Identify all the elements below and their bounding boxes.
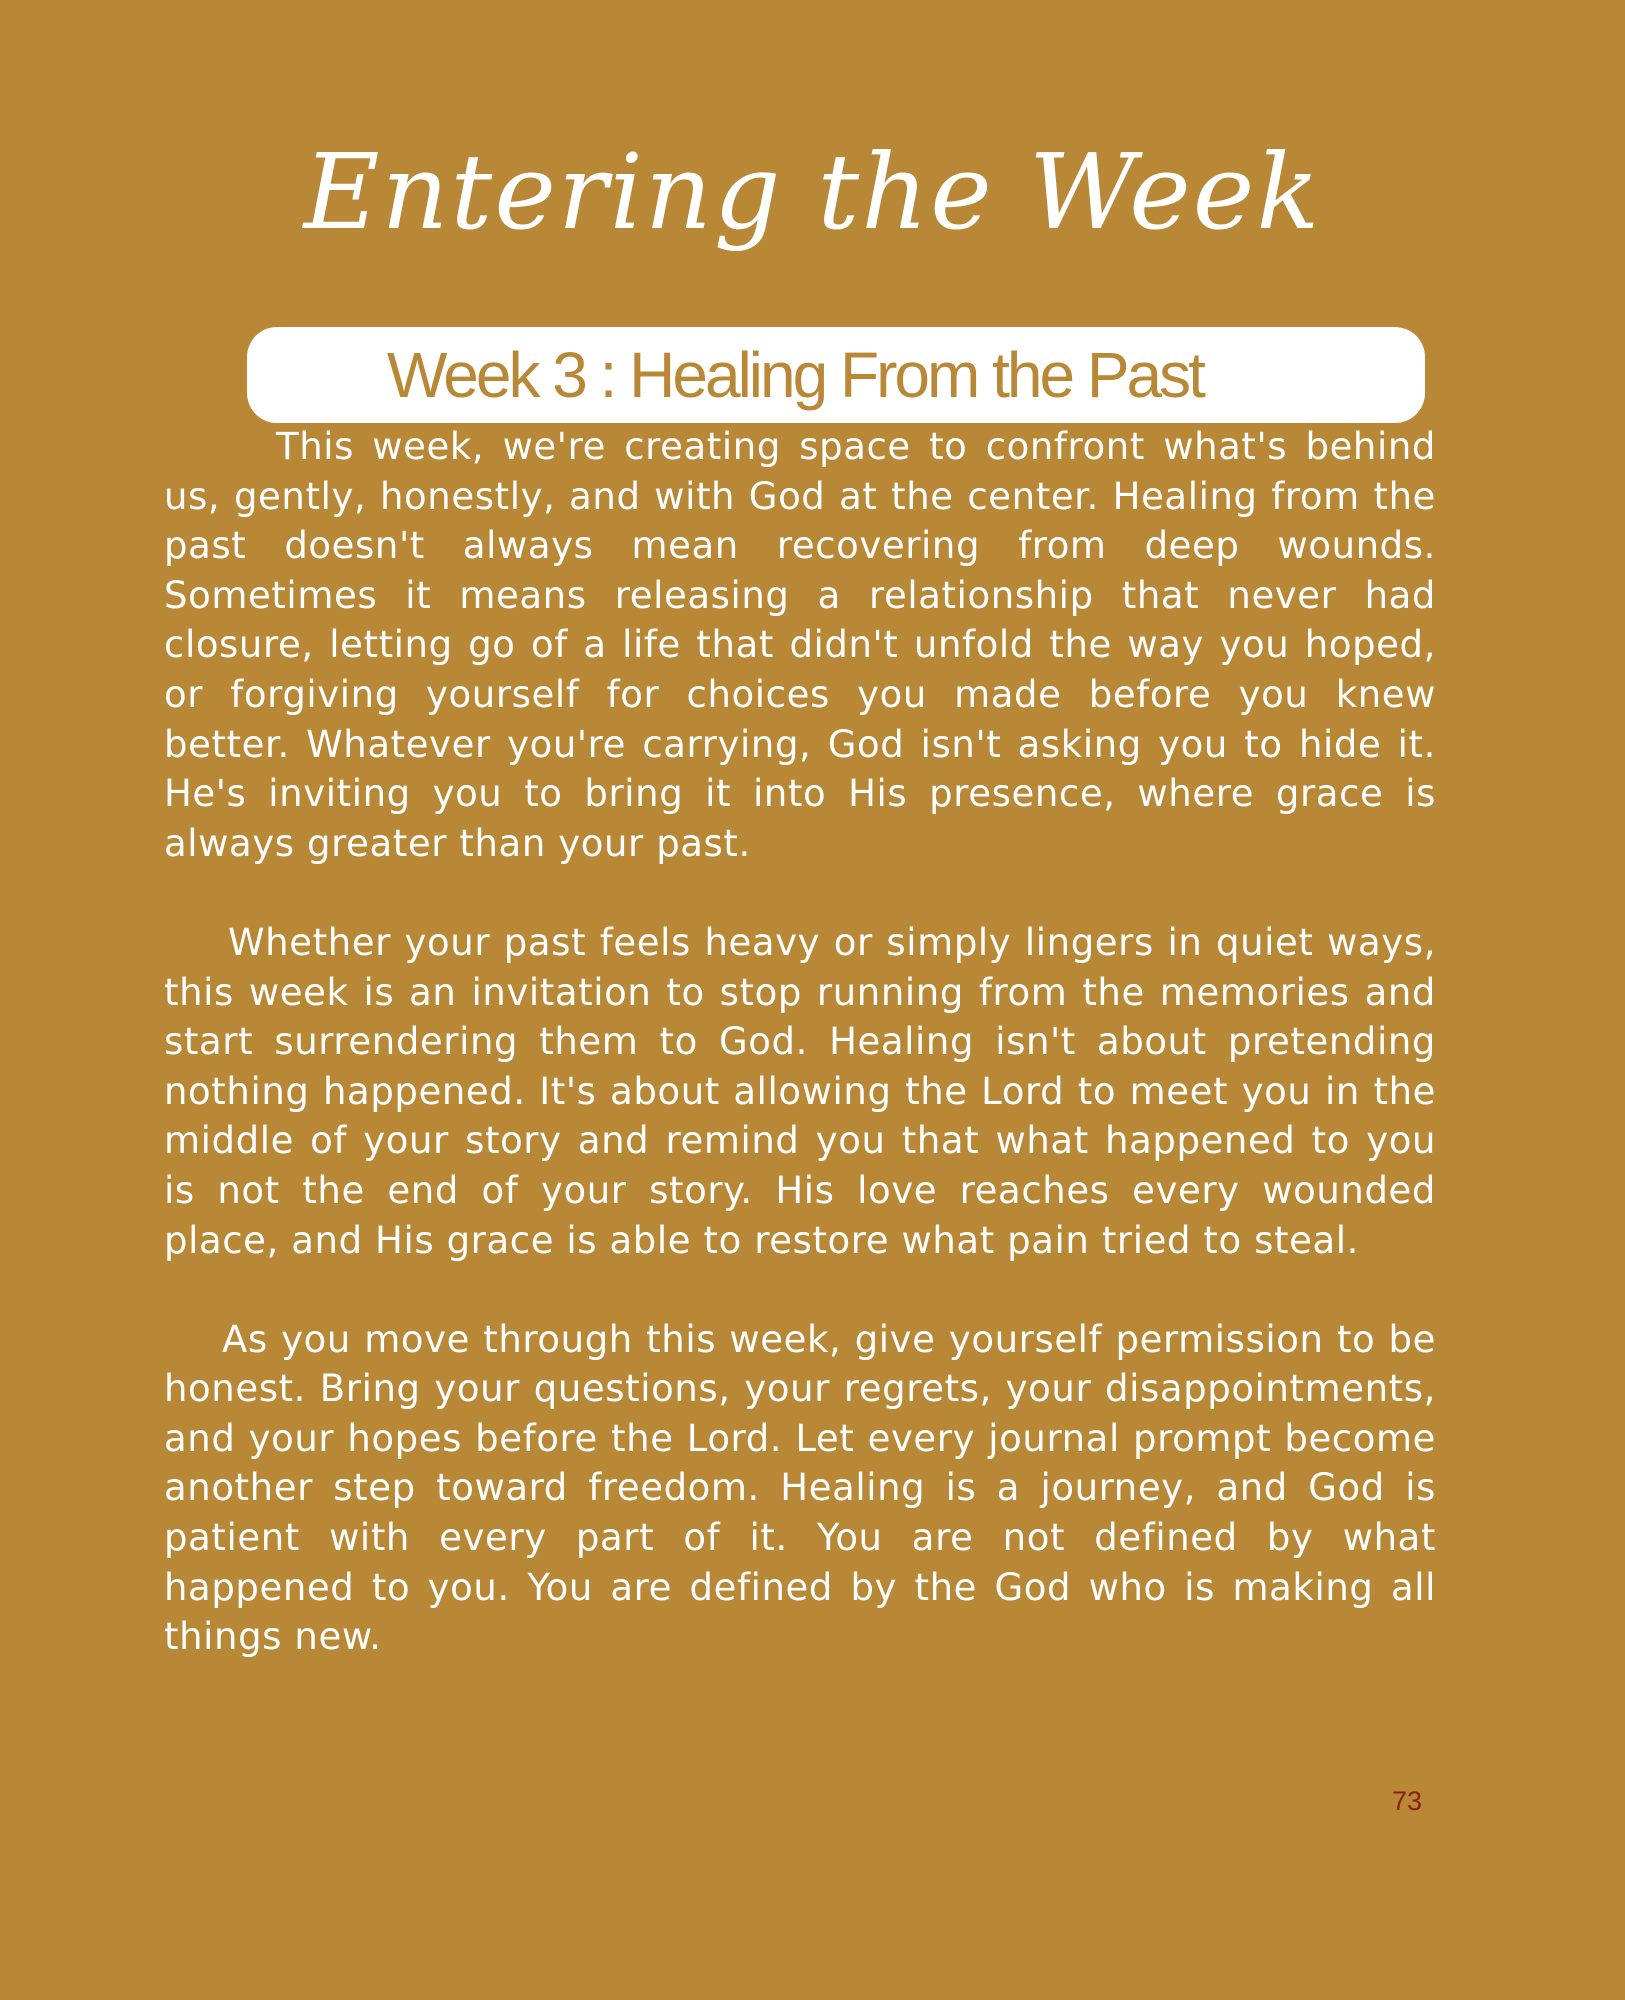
paragraph-1: This week, we're creating space to confront what's behind us, gently, honestly, and with God at the center. Healing from the past doesn't always mean recovering from deep wounds. Sometimes it means releasing a relationship that never had closure, letting go of a life that didn't unfold the way you hoped, or forgiving yourself for choices you made before you knew better. Whatever you're carrying, God isn't asking you to hide it. He's inviting you to bring it into His presence, where grace is always greater than your past. — [164, 425, 1436, 865]
week-title-banner — [247, 327, 1425, 423]
paragraph-3: As you move through this week, give yourself permission to be honest. Bring your questions, your regrets, your disappointments, and your hopes before the Lord. Let every journal prompt become another step toward freedom. Healing is a journey, and God is patient with every part of it. You are not defined by what happened to you. You are defined by the God who is making all things new. — [164, 1317, 1436, 1659]
week-title: Week 3 : Healing From the Past — [387, 339, 1203, 411]
script-title: Entering the Week — [303, 131, 1322, 253]
paragraph-2: Whether your past feels heavy or simply lingers in quiet ways, this week is an invitation to stop running from the memories and start surrendering them to God. Healing isn't about pretending nothing happened. It's about allowing the Lord to meet you in the middle of your story and remind you that what happened to you is not the end of your story. His love reaches every wounded place, and His grace is able to restore what pain tried to steal. — [164, 920, 1436, 1262]
page-number: 73 — [1392, 1786, 1423, 1816]
body-text — [164, 422, 1436, 1662]
